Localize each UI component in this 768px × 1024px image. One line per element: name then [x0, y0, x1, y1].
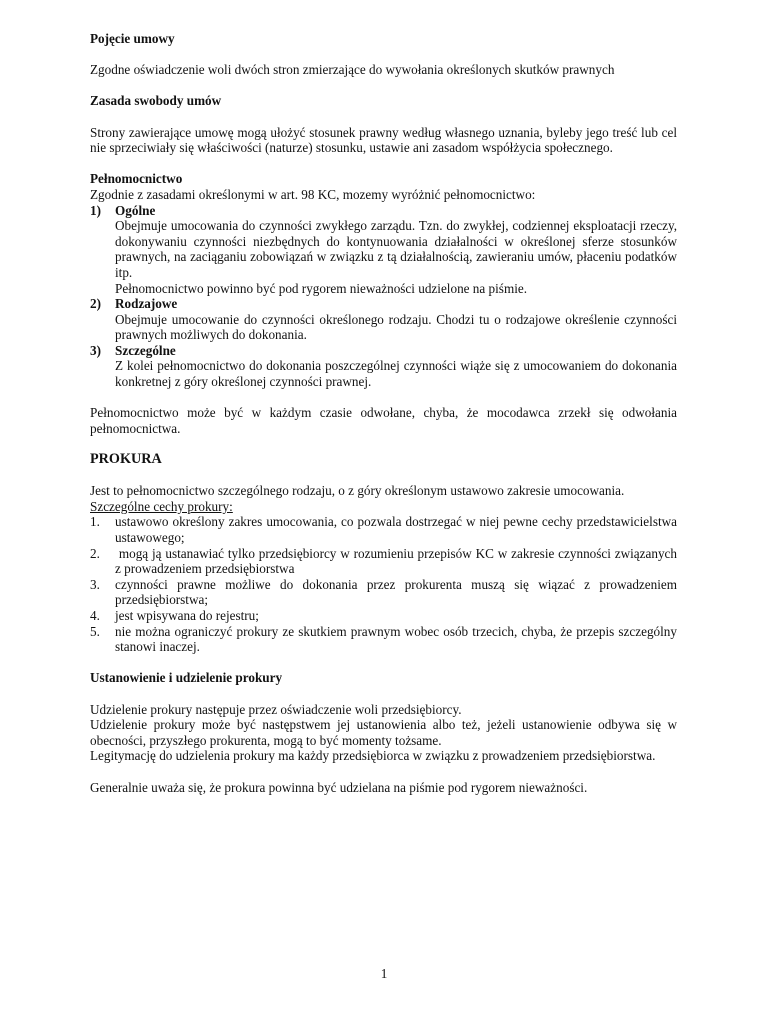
list-item [90, 296, 677, 312]
list-item-text: Obejmuje umocowania do czynności zwykłego zarządu. Tzn. do zwykłej, codziennej eksploatacji rzeczy, dokonywaniu czynności niezbędnych do kontynuowania działalności w określonej sferze stosunków prawnych, na zaciąganiu zobowiązań w związku z tą działalnością, zawieraniu umów, płaceniu podatków itp. [115, 218, 677, 280]
list-number: 5. [90, 623, 100, 639]
subheading-features: Szczególne cechy prokury: [90, 498, 233, 514]
heading-pelnomocnictwo: Pełnomocnictwo [90, 171, 183, 187]
list-item [90, 343, 677, 359]
list-number: 2) [90, 296, 101, 312]
paragraph-revocation: Pełnomocnictwo może być w każdym czasie odwołane, chyba, że mocodawca zrzekł się odwołania pełnomocnictwa. [90, 405, 677, 436]
list-number: 1. [90, 514, 100, 530]
page-number: 1 [380, 966, 388, 981]
list-features [90, 514, 681, 655]
paragraph-definition: Zgodne oświadczenie woli dwóch stron zmierzające do wywołania określonych skutków prawnych [90, 62, 615, 78]
paragraph-udzielenie-4: Generalnie uważa się, że prokura powinna być udzielana na piśmie pod rygorem nieważności. [90, 779, 588, 795]
list-item [90, 545, 681, 577]
list-item-text: jest wpisywana do rejestru; [115, 607, 259, 623]
list-item-title: Ogólne [115, 202, 156, 218]
list-pelnomocnictwo [90, 203, 677, 390]
list-item-text: nie można ograniczyć prokury ze skutkiem prawnym wobec osób trzecich, chyba, że przepis szczególny stanowi inaczej. [115, 623, 677, 655]
list-number: 3. [90, 576, 100, 592]
list-item-title: Rodzajowe [115, 296, 178, 312]
heading-prokura: PROKURA [90, 451, 162, 468]
heading-pojecie-umowy: Pojęcie umowy [90, 31, 175, 46]
list-item [90, 624, 677, 655]
list-number: 2. [90, 545, 100, 561]
paragraph-udzielenie-2: Udzielenie prokury może być następstwem jej ustanowienia albo też, jeżeli ustanowienie odbywa się w obecności, przyszłego prokurenta, mogą to być momenty tożsame. [90, 717, 677, 748]
paragraph-udzielenie-3: Legitymację do udzielenia prokury ma każdy przedsiębiorca w związku z prowadzeniem przedsiębiorstwa. [90, 748, 656, 764]
list-item-text: czynności prawne możliwe do dokonania przez prokurenta muszą się wiązać z prowadzeniem przedsiębiorstwa; [115, 576, 677, 608]
paragraph-intro: Zgodnie z zasadami określonymi w art. 98 KC, mozemy wyróżnić pełnomocnictwo: [90, 186, 536, 202]
heading-zasada-swobody: Zasada swobody umów [90, 93, 222, 109]
list-number: 1) [90, 202, 101, 218]
list-item-text: Obejmuje umocowanie do czynności określonego rodzaju. Chodzi tu o rodzajowe określenie czynności prawnych możliwych do dokonania. [115, 311, 677, 343]
list-item [90, 203, 677, 219]
list-item-text: Z kolei pełnomocnictwo do dokonania poszczególnej czynności wiąże się z umocowaniem do dokonania konkretnej z góry określonej czynności prawnej. [115, 358, 677, 390]
document-body [90, 31, 681, 795]
list-item [90, 577, 677, 608]
paragraph-udzielenie-1: Udzielenie prokury następuje przez oświadczenie woli przedsiębiorcy. [90, 701, 462, 717]
list-item-text: mogą ją ustanawiać tylko przedsiębiorcy w rozumieniu przepisów KC w zakresie czynności związanych z prowadzeniem przedsiębiorstwa [115, 545, 681, 577]
paragraph-freedom: Strony zawierające umowę mogą ułożyć stosunek prawny według własnego uznania, byleby jego treść lub cel nie sprzeciwiały się właściwości (naturze) stosunku, ustawie ani zasadom współżycia społecznego. [90, 124, 677, 156]
list-item [90, 514, 677, 545]
heading-ustanowienie: Ustanowienie i udzielenie prokury [90, 670, 283, 686]
list-item [90, 608, 677, 624]
list-item-title: Szczególne [115, 342, 176, 358]
list-item-text: ustawowo określony zakres umocowania, co pozwala dostrzegać w niej pewne cechy przedstawicielstwa ustawowego; [115, 514, 677, 545]
list-number: 3) [90, 342, 101, 358]
list-item-note: Pełnomocnictwo powinno być pod rygorem nieważności udzielone na piśmie. [115, 280, 528, 296]
paragraph-prokura-intro: Jest to pełnomocnictwo szczególnego rodzaju, o z góry określonym ustawowo zakresie umocowania. [90, 483, 625, 499]
list-number: 4. [90, 607, 100, 623]
